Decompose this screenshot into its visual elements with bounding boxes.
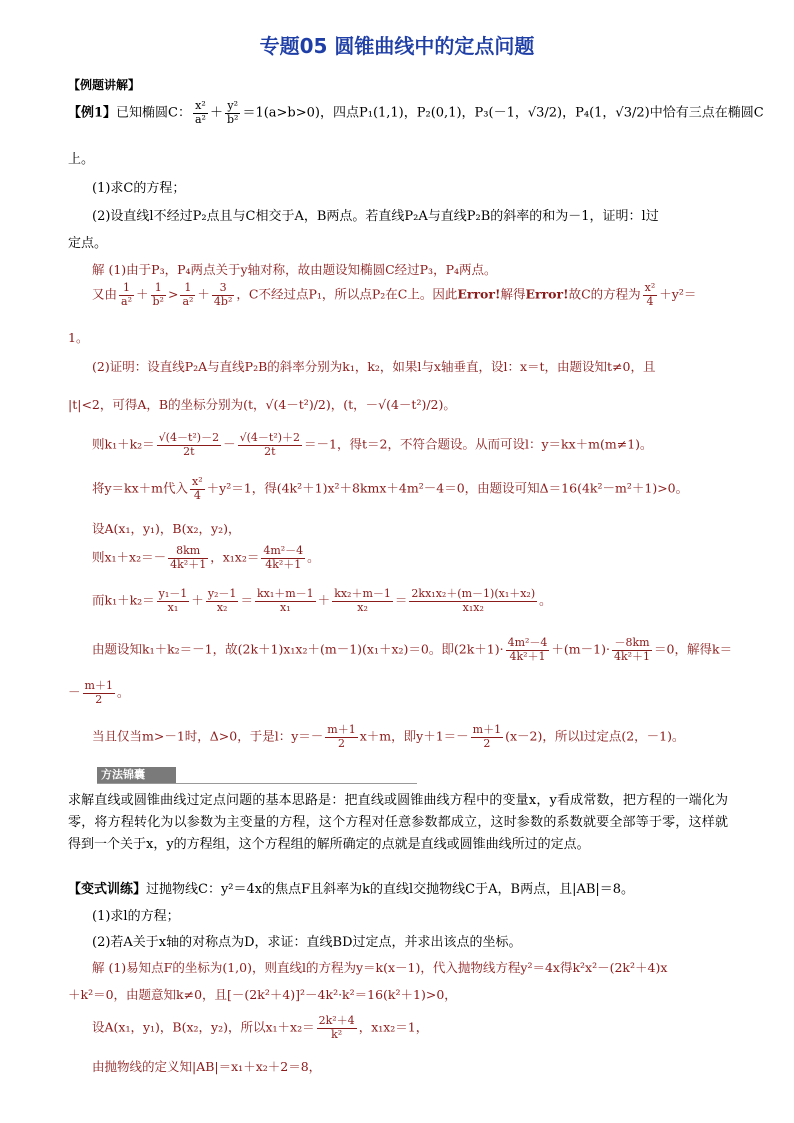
example1-question2: (2)设直线l不经过P₂点且与C相交于A，B两点。若直线P₂A与直线P₂B的斜率的和为－1，证明：l过: [92, 209, 659, 224]
text: －: [68, 684, 81, 700]
solution1-line11: [92, 637, 732, 663]
solution2-line2: ＋k²＝0，由题意知k≠0，且[－(2k²＋4)]²－4k²·k²＝16(k²＋1)>0，: [68, 987, 457, 1002]
frac-den: b²: [226, 112, 239, 126]
solution1-line9: [92, 545, 320, 571]
frac: [151, 282, 166, 308]
example1-text-a: 已知椭圆C：: [116, 105, 191, 121]
text: 则x₁＋x₂＝－: [92, 549, 167, 565]
frac: [83, 680, 115, 706]
frac-den: x₁x₂: [462, 600, 484, 614]
frac-num: √(4－t²)－2: [158, 431, 220, 444]
page-title: 专题05 圆锥曲线中的定点问题: [259, 34, 535, 58]
text: 解得: [500, 286, 526, 302]
frac-num: y₂－1: [207, 587, 237, 600]
method-badge: 方法锦囊: [97, 767, 176, 783]
frac-den: 2t: [264, 444, 276, 458]
frac-den: x₁: [167, 600, 179, 614]
example1-statement: 【例1】已知椭圆C： $\frac{\text{x²}}{\text{a²}}$ ＋ $\frac{\text{y²}}{\text{b²}}$ ＝1(a>b>0)，四点P₁(1,1)，P₂(0,1)，P₃(－1，√3/2)，P₄(1，√3/2)中恰有三点在椭圆C: [68, 99, 764, 126]
frac: [119, 282, 134, 308]
example1-continuation: 上。: [68, 152, 95, 167]
solution1-line13: [92, 724, 685, 750]
text: ＝: [394, 592, 408, 608]
frac: [409, 588, 537, 614]
error-mark: Error!: [457, 286, 501, 302]
text: ＋y²＝1，得(4k²＋1)x²＋8kmx＋4m²－4＝0，由题设可知Δ＝16(4k²－m²＋1)>0。: [206, 480, 689, 496]
text: 将y＝kx＋m代入: [92, 480, 189, 496]
text: ＋: [135, 286, 149, 302]
frac-den: a²: [182, 294, 194, 308]
frac: [180, 282, 195, 308]
frac-num: 4m²－4: [263, 544, 304, 557]
text: ＋: [197, 286, 210, 302]
solution1-line5: [68, 395, 456, 413]
method-paragraph: 求解直线或圆锥曲线过定点问题的基本思路是：把直线或圆锥曲线方程中的变量x，y看成常数，把方程的一端化为零，将方程转化为以参数为主变量的方程，这个方程对任意参数都成立，这时参数的系数就要全部等于零，这样就得到一个关于x，y的方程组，这个方程组的解所确定的点就是直线或圆锥曲线所过的定点。: [68, 793, 728, 852]
text: 又由: [92, 286, 118, 302]
frac-den: x₂: [216, 600, 228, 614]
point-p4: (1，√3/2): [589, 105, 650, 121]
solution1-line6: 则k₁＋k₂＝ $\frac{\text{√(4－t²)－2}}{2t}$ － $\frac{\text{√(4－t²)＋2}}{2t}$ ＝－1，得t＝2，不符合题设。从而可设l：y＝kx＋m(m≠1)。: [92, 431, 653, 458]
solution2-line4: 由抛物线的定义知|AB|＝x₁＋x₂＋2＝8，: [92, 1059, 322, 1074]
frac: [612, 637, 652, 663]
solution1-line2: [92, 282, 696, 308]
frac: [643, 282, 658, 308]
variant-text: 过抛物线C：y²＝4x的焦点F且斜率为k的直线l交抛物线C于A，B两点，且|AB|＝8。: [146, 882, 635, 897]
text: 设A(x₁，y₁)，B(x₂，y₂)，所以x₁＋x₂＝: [92, 1019, 315, 1035]
text: ＋(m－1)·: [551, 641, 610, 657]
frac: [190, 476, 205, 502]
text: ＝0，解得k＝: [654, 641, 733, 657]
solution2-line3: [92, 1015, 428, 1041]
text: 。: [539, 592, 552, 608]
ellipse-frac-y: [225, 100, 240, 126]
frac: [157, 432, 221, 458]
text: ，x₁x₂＝1，: [358, 1019, 429, 1035]
solution1-line12: － $\frac{m+1}{2}$ 。: [68, 679, 130, 706]
frac-num: √(4－t²)＋2: [239, 431, 301, 444]
text: ，x₁x₂＝: [210, 549, 260, 565]
method-divider: [97, 783, 417, 784]
frac-den: b²: [152, 294, 164, 308]
frac: [238, 432, 302, 458]
frac-num: －8km: [612, 637, 652, 651]
solution1-line4: (2)证明：设直线P₂A与直线P₂B的斜率分别为k₁，k₂，如果l与x轴垂直，设l：x＝t，由题设知t≠0，且: [92, 359, 656, 374]
frac-den: 2: [95, 692, 103, 706]
frac-num: kx₂＋m－1: [334, 587, 391, 600]
text: >: [167, 286, 179, 302]
frac-num: 4m²－4: [507, 636, 548, 649]
solution1-line8: 设A(x₁，y₁)，B(x₂，y₂)，: [92, 521, 241, 536]
frac: [332, 588, 393, 614]
example1-lead: 【例1】: [68, 105, 117, 121]
text: x＋m，即y＋1＝－: [359, 728, 469, 744]
variant-question2: (2)若A关于x轴的对称点为D，求证：直线BD过定点，并求出该点的坐标。: [92, 935, 522, 950]
frac-num: kx₁＋m－1: [256, 587, 314, 600]
frac-den: 4: [193, 488, 201, 502]
error-mark: Error!: [525, 286, 569, 302]
frac-num: m＋1: [472, 723, 502, 736]
text: 而k₁＋k₂＝: [92, 592, 155, 608]
coordinates: (t，√(4－t²)/2)，(t，－√(4－t²)/2)。: [243, 397, 456, 412]
frac: [212, 282, 234, 308]
text: ，C不经过点P₁，所以点P₂在C上。因此: [236, 286, 458, 302]
frac: [168, 545, 208, 571]
frac: [206, 588, 239, 614]
text: 则k₁＋k₂＝: [92, 436, 155, 452]
frac-num: 2kx₁x₂＋(m－1)(x₁＋x₂): [411, 587, 536, 600]
frac: [255, 588, 316, 614]
section-heading: 【例题讲解】: [68, 78, 141, 92]
frac-num: 1: [119, 282, 134, 296]
example1-text-c: ，P₄: [562, 105, 590, 121]
frac-num: x²: [193, 100, 208, 114]
frac-den: 4k²＋1: [613, 649, 651, 663]
example1-text-b: ＝1(a>b>0)，四点P₁(1,1)，P₂(0,1)，P₃: [242, 105, 489, 121]
text: ＋y²＝: [659, 286, 697, 302]
solution2-line1: 解 (1)易知点F的坐标为(1,0)，则直线l的方程为y＝k(x－1)，代入抛物线方程y²＝4x得k²x²－(2k²＋4)x: [92, 960, 668, 975]
frac: [325, 724, 357, 750]
frac-num: 2k²＋4: [318, 1014, 355, 1027]
frac: [317, 1015, 357, 1041]
frac-num: 3: [212, 282, 234, 296]
frac: [506, 637, 550, 663]
frac-den: 4k²＋1: [170, 557, 207, 571]
frac-den: 4k²＋1: [265, 557, 302, 571]
frac-den: a²: [195, 112, 206, 126]
example1-text-d: 中恰有三点在椭圆C: [649, 105, 764, 121]
frac-den: a²: [121, 294, 132, 308]
frac-den: 2t: [183, 444, 195, 458]
frac-num: x²: [192, 475, 203, 488]
frac-num: m＋1: [84, 679, 113, 692]
variant-question1: (1)求l的方程；: [92, 909, 180, 924]
text: 由题设知k₁＋k₂＝－1，故(2k＋1)x₁x₂＋(m－1)(x₁＋x₂)＝0。即(2k＋1)·: [92, 641, 504, 657]
frac-num: y₁－1: [158, 587, 188, 600]
solution1-line10: 而k₁＋k₂＝ $\frac{\text{y₁－1}}{\text{x₁}}$ ＋ $\frac{\text{y₂－1}}{\text{x₂}}$ ＝ $\frac{\text{kx₁＋m－1}}{\text{x₁}}$ ＋ $\frac{\text{kx₂＋m－1}}{\text{x₂}}$ ＝ $\frac{\text{2kx₁x₂＋(m－1)(x₁＋x₂)}}{\text{x₁x₂}}$ 。: [92, 587, 552, 614]
frac-den: x₁: [280, 600, 291, 614]
text: (x－2)，所以l过定点(2，－1)。: [505, 728, 685, 744]
frac-den: k²: [331, 1027, 343, 1041]
frac-den: 2: [483, 736, 491, 750]
frac-num: 1: [180, 282, 195, 296]
text: 当且仅当m>－1时，Δ>0，于是l：y＝－: [92, 728, 324, 744]
variant-statement: [68, 878, 634, 897]
frac-num: 1: [151, 282, 166, 296]
frac-num: m＋1: [327, 723, 356, 736]
frac: [261, 545, 305, 571]
solution1-line1: 解 (1)由于P₃，P₄两点关于y轴对称，故由题设知椭圆C经过P₃，P₄两点。: [92, 262, 497, 277]
example1-question2-cont: 定点。: [68, 236, 108, 251]
frac-den: 4: [646, 294, 654, 308]
frac-den: 4b²: [213, 294, 233, 308]
frac-num: x²: [644, 281, 656, 294]
frac-den: x₂: [357, 600, 368, 614]
solution1-line3: 1。: [68, 330, 89, 345]
frac: [157, 588, 190, 614]
text: 故C的方程为: [568, 286, 641, 302]
example1-question1: (1)求C的方程；: [92, 181, 186, 196]
text: ＝－1，得t＝2，不符合题设。从而可设l：y＝kx＋m(m≠1)。: [304, 436, 653, 452]
text: 。: [307, 549, 320, 565]
frac: [471, 724, 503, 750]
point-p3: (－1，√3/2): [488, 105, 563, 121]
frac-num: y²: [225, 100, 240, 114]
variant-lead: 【变式训练】: [68, 882, 147, 897]
frac-num: 8km: [168, 545, 208, 559]
frac-den: 2: [338, 736, 346, 750]
frac-den: 4k²＋1: [509, 649, 546, 663]
ellipse-frac-x: [193, 100, 208, 126]
text: |t|<2，可得A，B的坐标分别为: [68, 397, 244, 412]
solution1-line7: [92, 476, 688, 502]
